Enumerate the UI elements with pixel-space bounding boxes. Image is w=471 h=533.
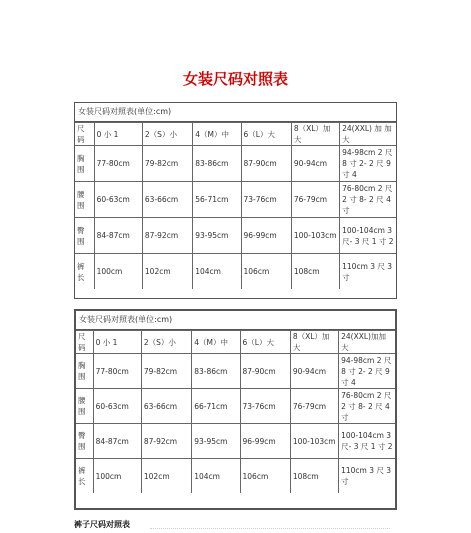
table-row bbox=[75, 254, 396, 290]
header-cell: 0 小 1 bbox=[93, 331, 141, 354]
table-cell: 77-80cm bbox=[93, 354, 141, 389]
table-cell: 76-79cm bbox=[290, 389, 338, 424]
table-cell: 87-90cm bbox=[240, 354, 290, 389]
table-cell: 96-99cm bbox=[240, 424, 290, 459]
table-cell: 83-86cm bbox=[192, 354, 240, 389]
row-label: 腰围 bbox=[76, 389, 93, 424]
table-cell: 100-104cm 3 尺- 3 尺 1 寸 2 bbox=[340, 218, 396, 254]
table-cell: 108cm bbox=[290, 459, 338, 494]
page-title: 女装尺码对照表 bbox=[182, 70, 288, 88]
table-cell: 100-103cm bbox=[291, 218, 339, 254]
table-cell: 100cm bbox=[94, 254, 142, 290]
table-row bbox=[75, 218, 396, 254]
header-cell: 4（M）中 bbox=[193, 123, 241, 146]
row-label: 胸围 bbox=[76, 354, 93, 389]
table-cell: 63-66cm bbox=[142, 182, 192, 218]
header-cell: 8（XL）加大 bbox=[290, 331, 338, 354]
table-cell: 90-94cm bbox=[291, 146, 339, 182]
table-cell: 100cm bbox=[93, 459, 141, 494]
table-cell: 84-87cm bbox=[93, 424, 141, 459]
table-cell: 93-95cm bbox=[193, 218, 241, 254]
table-cell: 106cm bbox=[240, 459, 290, 494]
table-cell: 102cm bbox=[142, 254, 192, 290]
table-cell: 104cm bbox=[192, 459, 240, 494]
table-cell: 77-80cm bbox=[94, 146, 142, 182]
table-cell: 60-63cm bbox=[93, 389, 141, 424]
table-cell: 110cm 3 尺 3 寸 bbox=[339, 459, 395, 494]
table-caption: 女装尺码对照表(单位:cm) bbox=[75, 103, 396, 122]
table-cell: 79-82cm bbox=[141, 354, 191, 389]
row-label: 裤长 bbox=[75, 254, 94, 290]
table-cell: 56-71cm bbox=[193, 182, 241, 218]
table-cell: 76-80cm 2 尺 2 寸 8- 2 尺 4 寸 bbox=[339, 389, 395, 424]
size-grid bbox=[76, 330, 395, 493]
table-row bbox=[76, 424, 395, 459]
table-cell: 73-76cm bbox=[240, 389, 290, 424]
table-cell: 73-76cm bbox=[241, 182, 291, 218]
table-caption: 女装尺码对照表(单位:cm) bbox=[76, 311, 395, 330]
header-cell: 24(XXL)加加大 bbox=[339, 331, 395, 354]
header-cell: 6（L）大 bbox=[240, 331, 290, 354]
row-label: 臀围 bbox=[75, 218, 94, 254]
row-label: 腰围 bbox=[75, 182, 94, 218]
table-cell: 90-94cm bbox=[290, 354, 338, 389]
table-cell: 87-92cm bbox=[141, 424, 191, 459]
table-cell: 100-104cm 3 尺- 3 尺 1 寸 2 bbox=[339, 424, 395, 459]
table-cell: 63-66cm bbox=[141, 389, 191, 424]
divider bbox=[150, 528, 390, 530]
table-cell: 100-103cm bbox=[290, 424, 338, 459]
table-cell: 102cm bbox=[141, 459, 191, 494]
table-cell: 66-71cm bbox=[192, 389, 240, 424]
table-cell: 79-82cm bbox=[142, 146, 192, 182]
header-cell: 6（L）大 bbox=[241, 123, 291, 146]
table-cell: 108cm bbox=[291, 254, 339, 290]
table-cell: 76-79cm bbox=[291, 182, 339, 218]
table-cell: 83-86cm bbox=[193, 146, 241, 182]
header-row bbox=[76, 331, 395, 354]
table-cell: 104cm bbox=[193, 254, 241, 290]
size-table-1 bbox=[74, 102, 397, 299]
table-cell: 110cm 3 尺 3 寸 bbox=[340, 254, 396, 290]
size-grid bbox=[75, 122, 396, 289]
size-table-2 bbox=[74, 309, 397, 510]
table-cell: 96-99cm bbox=[241, 218, 291, 254]
table-cell: 87-92cm bbox=[142, 218, 192, 254]
table-cell: 94-98cm 2 尺 8 寸 2- 2 尺 9 寸 4 bbox=[339, 354, 395, 389]
table-cell: 93-95cm bbox=[192, 424, 240, 459]
header-cell: 2（S）小 bbox=[142, 123, 192, 146]
row-label: 裤长 bbox=[76, 459, 93, 494]
table-row bbox=[76, 459, 395, 494]
table-row bbox=[76, 354, 395, 389]
header-cell: 尺码 bbox=[76, 331, 93, 354]
header-cell: 尺码 bbox=[75, 123, 94, 146]
table-row bbox=[75, 182, 396, 218]
header-row bbox=[75, 123, 396, 146]
table-row bbox=[76, 389, 395, 424]
table-cell: 60-63cm bbox=[94, 182, 142, 218]
table-row bbox=[75, 146, 396, 182]
header-cell: 24(XXL) 加 加大 bbox=[340, 123, 396, 146]
section-heading: 裤子尺码对照表 bbox=[74, 520, 130, 529]
table-cell: 87-90cm bbox=[241, 146, 291, 182]
header-cell: 0 小 1 bbox=[94, 123, 142, 146]
header-cell: 4（M）中 bbox=[192, 331, 240, 354]
header-cell: 2（S）小 bbox=[141, 331, 191, 354]
table-cell: 84-87cm bbox=[94, 218, 142, 254]
row-label: 臀围 bbox=[76, 424, 93, 459]
table-cell: 76-80cm 2 尺 2 寸 8- 2 尺 4 寸 bbox=[340, 182, 396, 218]
table-cell: 94-98cm 2 尺 8 寸 2- 2 尺 9 寸 4 bbox=[340, 146, 396, 182]
row-label: 胸围 bbox=[75, 146, 94, 182]
header-cell: 8（XL）加大 bbox=[291, 123, 339, 146]
table-cell: 106cm bbox=[241, 254, 291, 290]
